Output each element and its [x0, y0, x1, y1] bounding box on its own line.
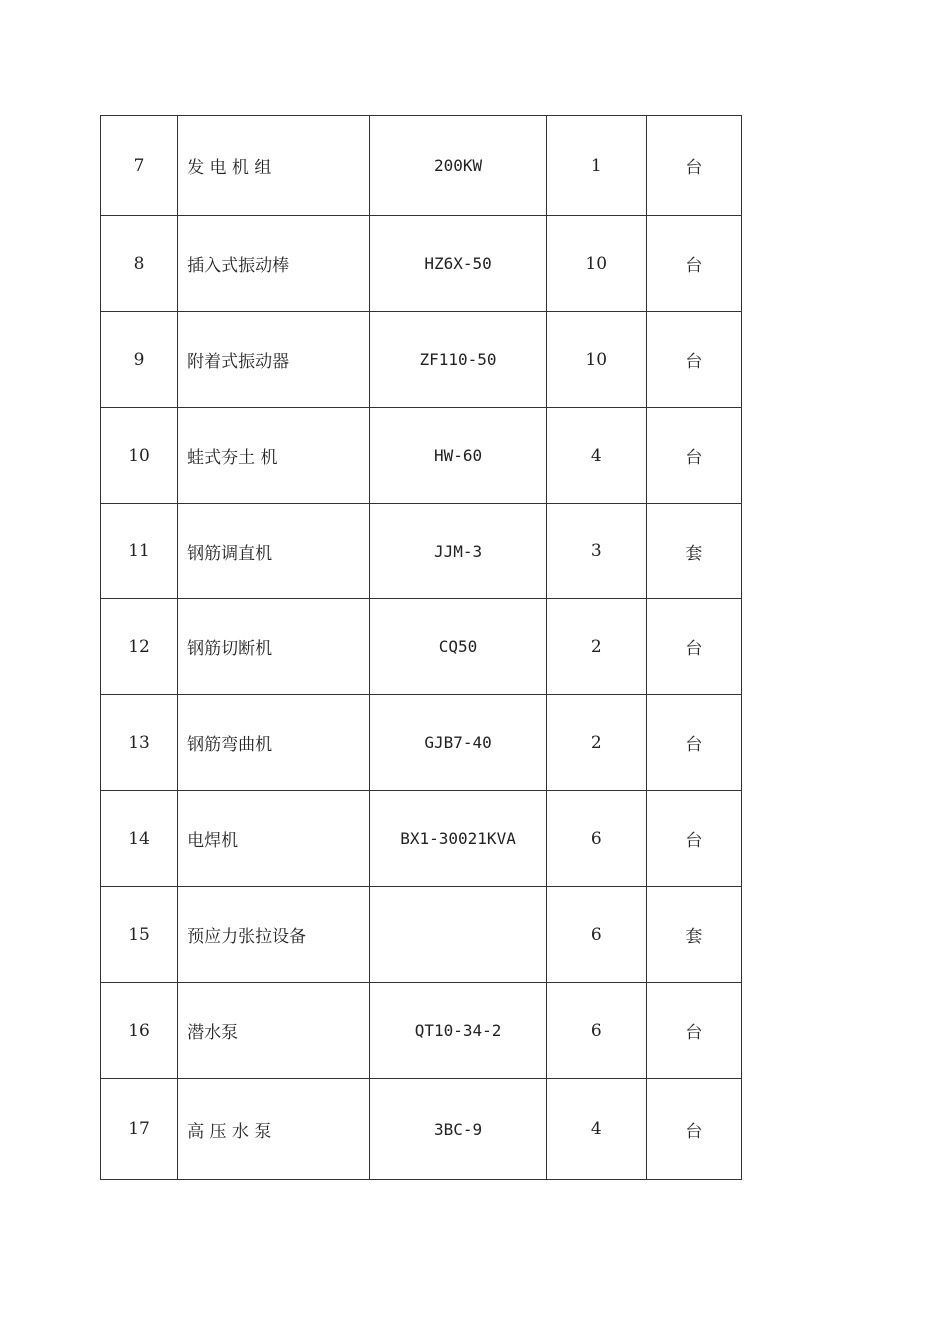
equipment-quantity-cell: 10: [546, 216, 646, 312]
equipment-name-cell: 钢筋切断机: [178, 599, 370, 695]
equipment-name-cell: 附着式振动器: [178, 312, 370, 408]
row-number-cell: 10: [101, 408, 178, 504]
equipment-name-cell: 发 电 机 组: [178, 116, 370, 216]
equipment-name-cell: 钢筋调直机: [178, 504, 370, 599]
equipment-quantity-cell: 6: [546, 983, 646, 1079]
equipment-model-cell: JJM-3: [370, 504, 546, 599]
equipment-unit-cell: 台: [646, 983, 741, 1079]
row-number-cell: 13: [101, 695, 178, 791]
equipment-quantity-cell: 1: [546, 116, 646, 216]
table-row: [101, 408, 742, 504]
equipment-name-cell: 预应力张拉设备: [178, 887, 370, 983]
equipment-model-cell: [370, 887, 546, 983]
equipment-unit-cell: 套: [646, 887, 741, 983]
equipment-table: [100, 115, 742, 1180]
table-row: [101, 983, 742, 1079]
equipment-model-cell: 200KW: [370, 116, 546, 216]
equipment-model-cell: CQ50: [370, 599, 546, 695]
table-row: [101, 599, 742, 695]
table-row: [101, 312, 742, 408]
equipment-unit-cell: 台: [646, 791, 741, 887]
equipment-unit-cell: 台: [646, 116, 741, 216]
row-number-cell: 11: [101, 504, 178, 599]
equipment-name-cell: 电焊机: [178, 791, 370, 887]
table-row: [101, 504, 742, 599]
equipment-unit-cell: 台: [646, 599, 741, 695]
equipment-quantity-cell: 2: [546, 695, 646, 791]
equipment-name-cell: 高 压 水 泵: [178, 1079, 370, 1180]
equipment-quantity-cell: 3: [546, 504, 646, 599]
equipment-model-cell: HZ6X-50: [370, 216, 546, 312]
equipment-model-cell: ZF110-50: [370, 312, 546, 408]
table-row: [101, 1079, 742, 1180]
row-number-cell: 8: [101, 216, 178, 312]
equipment-quantity-cell: 2: [546, 599, 646, 695]
table-row: [101, 695, 742, 791]
row-number-cell: 16: [101, 983, 178, 1079]
equipment-name-cell: 插入式振动棒: [178, 216, 370, 312]
equipment-unit-cell: 台: [646, 1079, 741, 1180]
table-row: [101, 791, 742, 887]
row-number-cell: 15: [101, 887, 178, 983]
equipment-name-cell: 潜水泵: [178, 983, 370, 1079]
equipment-model-cell: HW-60: [370, 408, 546, 504]
table-row: [101, 216, 742, 312]
table-row: [101, 887, 742, 983]
equipment-unit-cell: 台: [646, 408, 741, 504]
equipment-quantity-cell: 6: [546, 791, 646, 887]
table-body: [101, 116, 742, 1180]
table-row: [101, 116, 742, 216]
equipment-quantity-cell: 4: [546, 408, 646, 504]
equipment-unit-cell: 台: [646, 312, 741, 408]
row-number-cell: 9: [101, 312, 178, 408]
row-number-cell: 17: [101, 1079, 178, 1180]
equipment-quantity-cell: 4: [546, 1079, 646, 1180]
equipment-unit-cell: 套: [646, 504, 741, 599]
row-number-cell: 7: [101, 116, 178, 216]
equipment-name-cell: 蛙式夯土 机: [178, 408, 370, 504]
row-number-cell: 12: [101, 599, 178, 695]
row-number-cell: 14: [101, 791, 178, 887]
equipment-unit-cell: 台: [646, 695, 741, 791]
equipment-model-cell: BX1-30021KVA: [370, 791, 546, 887]
equipment-unit-cell: 台: [646, 216, 741, 312]
equipment-name-cell: 钢筋弯曲机: [178, 695, 370, 791]
equipment-quantity-cell: 10: [546, 312, 646, 408]
equipment-model-cell: GJB7-40: [370, 695, 546, 791]
equipment-quantity-cell: 6: [546, 887, 646, 983]
equipment-model-cell: QT10-34-2: [370, 983, 546, 1079]
equipment-model-cell: 3BC-9: [370, 1079, 546, 1180]
